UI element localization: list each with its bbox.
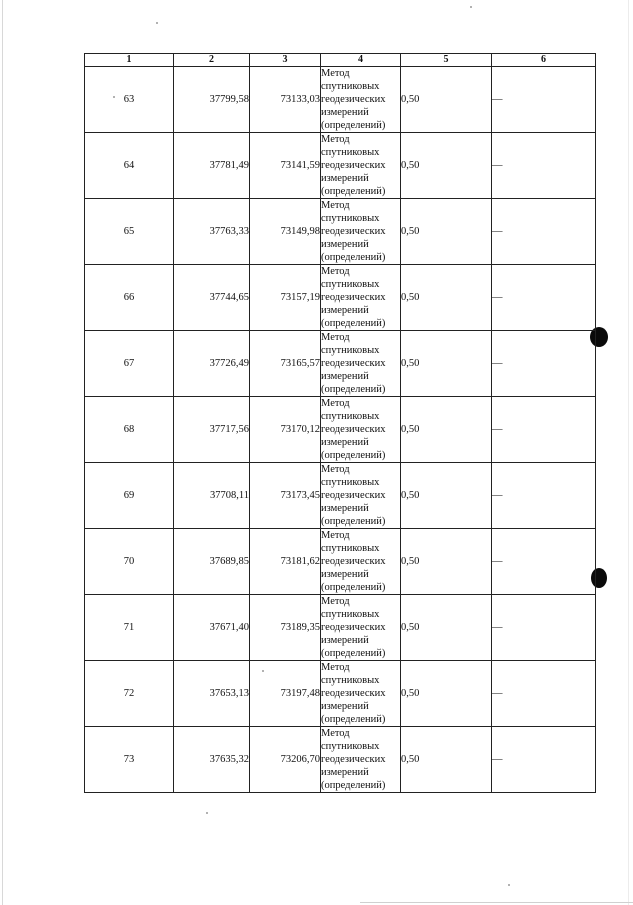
table-row xyxy=(85,463,596,529)
header-col-2: 2 xyxy=(174,54,250,67)
determination-method xyxy=(321,397,401,463)
note-value: — xyxy=(492,727,596,793)
method-line: спутниковых xyxy=(321,147,380,158)
method-line: спутниковых xyxy=(321,543,380,554)
coordinate-y: 73206,70 xyxy=(250,727,321,793)
method-line: Метод xyxy=(321,596,350,607)
method-line: измерений xyxy=(321,371,369,382)
point-number: 65 xyxy=(85,199,174,265)
method-line: геодезических xyxy=(321,754,386,765)
coordinate-y: 73133,03 xyxy=(250,67,321,133)
accuracy-value: 0,50 xyxy=(401,727,492,793)
point-number: 67 xyxy=(85,331,174,397)
coordinate-y: 73157,19 xyxy=(250,265,321,331)
method-line: Метод xyxy=(321,68,350,79)
method-line: измерений xyxy=(321,701,369,712)
header-col-4: 4 xyxy=(321,54,401,67)
point-number: 69 xyxy=(85,463,174,529)
table-row xyxy=(85,265,596,331)
method-line: измерений xyxy=(321,767,369,778)
method-line: геодезических xyxy=(321,94,386,105)
method-line: (определений) xyxy=(321,582,386,593)
method-line: измерений xyxy=(321,569,369,580)
point-number: 64 xyxy=(85,133,174,199)
table-row xyxy=(85,529,596,595)
accuracy-value: 0,50 xyxy=(401,595,492,661)
accuracy-value: 0,50 xyxy=(401,529,492,595)
coordinate-y: 73165,57 xyxy=(250,331,321,397)
method-line: (определений) xyxy=(321,252,386,263)
method-line: Метод xyxy=(321,266,350,277)
method-line: измерений xyxy=(321,107,369,118)
note-value: — xyxy=(492,67,596,133)
method-line: геодезических xyxy=(321,292,386,303)
accuracy-value: 0,50 xyxy=(401,265,492,331)
method-line: спутниковых xyxy=(321,411,380,422)
method-line: Метод xyxy=(321,134,350,145)
header-col-6: 6 xyxy=(492,54,596,67)
method-line: измерений xyxy=(321,635,369,646)
coordinate-x: 37635,32 xyxy=(174,727,250,793)
coordinate-y: 73173,45 xyxy=(250,463,321,529)
accuracy-value: 0,50 xyxy=(401,67,492,133)
method-line: (определений) xyxy=(321,780,386,791)
point-number: 71 xyxy=(85,595,174,661)
scan-speck xyxy=(508,884,510,886)
point-number: 68 xyxy=(85,397,174,463)
method-line: геодезических xyxy=(321,226,386,237)
method-line: Метод xyxy=(321,398,350,409)
method-line: спутниковых xyxy=(321,213,380,224)
method-line: спутниковых xyxy=(321,279,380,290)
coordinate-y: 73149,98 xyxy=(250,199,321,265)
determination-method xyxy=(321,661,401,727)
point-number: 63 xyxy=(85,67,174,133)
table-row xyxy=(85,331,596,397)
table-row xyxy=(85,727,596,793)
method-line: (определений) xyxy=(321,186,386,197)
method-line: Метод xyxy=(321,332,350,343)
coordinate-y: 73141,59 xyxy=(250,133,321,199)
point-number: 70 xyxy=(85,529,174,595)
table-row xyxy=(85,661,596,727)
coordinate-y: 73189,35 xyxy=(250,595,321,661)
accuracy-value: 0,50 xyxy=(401,661,492,727)
method-line: (определений) xyxy=(321,318,386,329)
note-value: — xyxy=(492,331,596,397)
method-line: измерений xyxy=(321,437,369,448)
method-line: геодезических xyxy=(321,688,386,699)
coordinate-x: 37726,49 xyxy=(174,331,250,397)
accuracy-value: 0,50 xyxy=(401,133,492,199)
method-line: (определений) xyxy=(321,516,386,527)
method-line: геодезических xyxy=(321,490,386,501)
note-value: — xyxy=(492,133,596,199)
method-line: (определений) xyxy=(321,714,386,725)
table-row xyxy=(85,133,596,199)
point-number: 66 xyxy=(85,265,174,331)
table-header-row xyxy=(85,54,596,67)
table-row xyxy=(85,199,596,265)
method-line: (определений) xyxy=(321,648,386,659)
coordinate-x: 37689,85 xyxy=(174,529,250,595)
accuracy-value: 0,50 xyxy=(401,397,492,463)
scan-speck xyxy=(156,22,158,24)
coordinate-x: 37799,58 xyxy=(174,67,250,133)
method-line: геодезических xyxy=(321,424,386,435)
method-line: Метод xyxy=(321,530,350,541)
scan-speck xyxy=(470,6,472,8)
note-value: — xyxy=(492,397,596,463)
method-line: спутниковых xyxy=(321,345,380,356)
method-line: Метод xyxy=(321,200,350,211)
determination-method xyxy=(321,199,401,265)
header-col-1: 1 xyxy=(85,54,174,67)
coordinate-y: 73181,62 xyxy=(250,529,321,595)
table-row xyxy=(85,67,596,133)
determination-method xyxy=(321,331,401,397)
method-line: Метод xyxy=(321,728,350,739)
coordinate-x: 37717,56 xyxy=(174,397,250,463)
determination-method xyxy=(321,529,401,595)
method-line: спутниковых xyxy=(321,675,380,686)
header-col-3: 3 xyxy=(250,54,321,67)
page-edge-left xyxy=(2,0,3,905)
coordinates-table xyxy=(84,53,596,793)
determination-method xyxy=(321,463,401,529)
coordinate-y: 73170,12 xyxy=(250,397,321,463)
method-line: (определений) xyxy=(321,384,386,395)
header-col-5: 5 xyxy=(401,54,492,67)
point-number: 72 xyxy=(85,661,174,727)
accuracy-value: 0,50 xyxy=(401,331,492,397)
scan-speck xyxy=(206,812,208,814)
method-line: спутниковых xyxy=(321,741,380,752)
note-value: — xyxy=(492,595,596,661)
table-row xyxy=(85,595,596,661)
accuracy-value: 0,50 xyxy=(401,463,492,529)
accuracy-value: 0,50 xyxy=(401,199,492,265)
coordinate-x: 37708,11 xyxy=(174,463,250,529)
coordinate-x: 37781,49 xyxy=(174,133,250,199)
method-line: геодезических xyxy=(321,358,386,369)
method-line: геодезических xyxy=(321,622,386,633)
note-value: — xyxy=(492,529,596,595)
method-line: измерений xyxy=(321,305,369,316)
method-line: геодезических xyxy=(321,556,386,567)
coordinate-x: 37744,65 xyxy=(174,265,250,331)
method-line: Метод xyxy=(321,662,350,673)
method-line: измерений xyxy=(321,503,369,514)
note-value: — xyxy=(492,661,596,727)
coordinate-x: 37653,13 xyxy=(174,661,250,727)
note-value: — xyxy=(492,265,596,331)
method-line: спутниковых xyxy=(321,477,380,488)
determination-method xyxy=(321,595,401,661)
page-edge-right xyxy=(628,0,629,905)
determination-method xyxy=(321,67,401,133)
determination-method xyxy=(321,133,401,199)
coordinate-y: 73197,48 xyxy=(250,661,321,727)
note-value: — xyxy=(492,463,596,529)
method-line: (определений) xyxy=(321,450,386,461)
coordinate-x: 37671,40 xyxy=(174,595,250,661)
determination-method xyxy=(321,265,401,331)
point-number: 73 xyxy=(85,727,174,793)
method-line: геодезических xyxy=(321,160,386,171)
table-body xyxy=(85,67,596,793)
method-line: измерений xyxy=(321,173,369,184)
method-line: (определений) xyxy=(321,120,386,131)
method-line: измерений xyxy=(321,239,369,250)
note-value: — xyxy=(492,199,596,265)
table-row xyxy=(85,397,596,463)
coordinate-x: 37763,33 xyxy=(174,199,250,265)
method-line: спутниковых xyxy=(321,81,380,92)
determination-method xyxy=(321,727,401,793)
method-line: спутниковых xyxy=(321,609,380,620)
method-line: Метод xyxy=(321,464,350,475)
page-edge-bottom xyxy=(360,902,633,903)
